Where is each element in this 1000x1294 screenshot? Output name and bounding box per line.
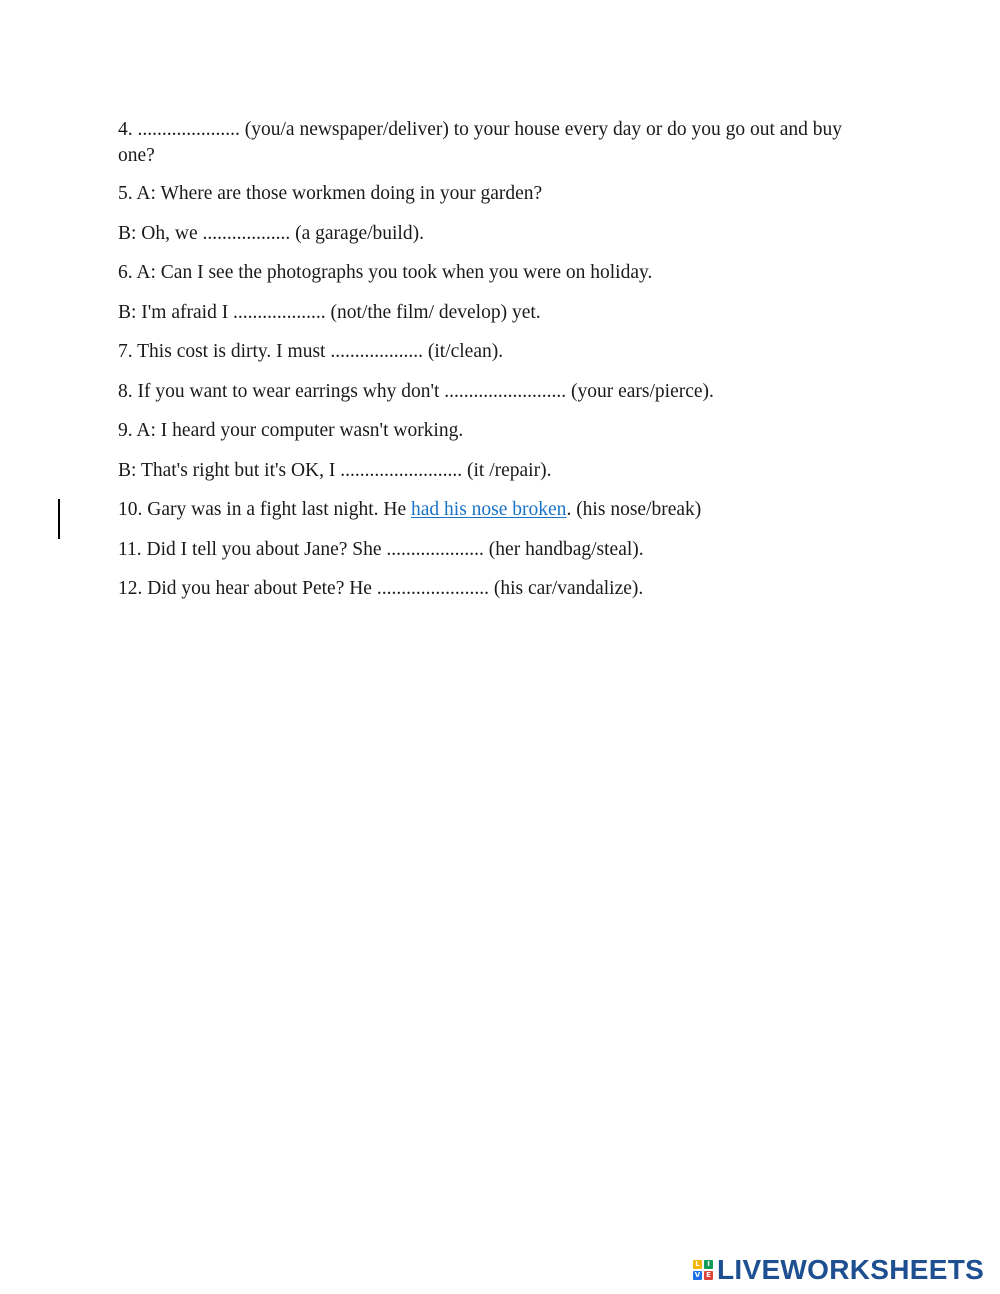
text-cursor (58, 499, 60, 539)
logo-mark-letter: L (693, 1260, 702, 1269)
exercise-item-9b: B: That's right but it's OK, I ......................... (it /repair). (118, 459, 552, 481)
exercise-item-11: 11. Did I tell you about Jane? She .................... (her handbag/steal). (118, 538, 644, 560)
logo-wordmark: LIVEWORKSHEETS (717, 1254, 985, 1285)
worksheet-content (118, 117, 878, 616)
logo-mark-letter: E (704, 1271, 713, 1280)
exercise-item-9a: 9. A: I heard your computer wasn't working. (118, 420, 464, 441)
logo-mark-icon (693, 1260, 713, 1280)
logo-mark-letter: V (694, 1271, 701, 1279)
item-10-prefix: 10. Gary was in a fight last night. He (118, 499, 411, 520)
exercise-item-6b: B: I'm afraid I ................... (not/the film/ develop) yet. (118, 301, 541, 323)
exercise-item-5b: B: Oh, we .................. (a garage/build). (118, 222, 424, 244)
liveworksheets-logo (693, 1256, 984, 1284)
exercise-item-10 (118, 497, 878, 523)
exercise-item-8: 8. If you want to wear earrings why don't ......................... (your ears/pierce). (118, 380, 714, 402)
logo-mark-letter: I (704, 1260, 713, 1269)
exercise-item-7: 7. This cost is dirty. I must ................... (it/clean). (118, 341, 504, 362)
exercise-item-6a: 6. A: Can I see the photographs you took when you were on holiday. (118, 262, 653, 283)
exercise-item-4: 4. ..................... (you/a newspaper/deliver) to your house every day or do you go out and buy one? (118, 119, 843, 166)
exercise-item-5a: 5. A: Where are those workmen doing in your garden? (118, 183, 543, 204)
item-10-suffix: . (his nose/break) (566, 499, 702, 520)
exercise-item-12: 12. Did you hear about Pete? He ....................... (his car/vandalize). (118, 578, 644, 599)
item-10-answer-link[interactable]: had his nose broken (411, 499, 567, 520)
